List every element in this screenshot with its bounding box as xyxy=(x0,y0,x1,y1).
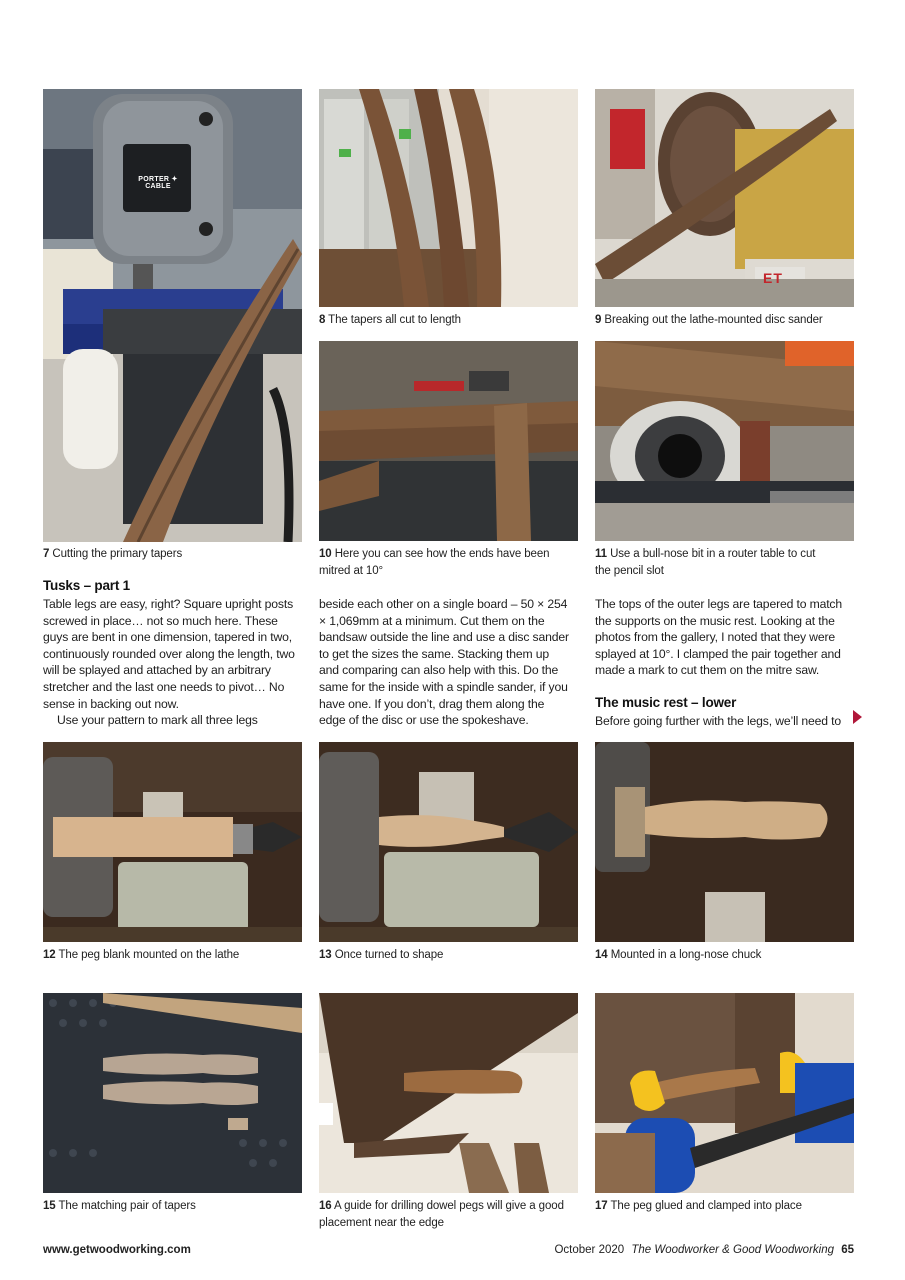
caption-number: 9 xyxy=(595,314,602,326)
column-3 xyxy=(595,596,847,679)
caption-number: 16 xyxy=(319,1200,332,1212)
caption-text: Here you can see how the ends have been mitred at 10° xyxy=(319,548,550,577)
caption-13 xyxy=(319,947,578,964)
caption-number: 17 xyxy=(595,1200,608,1212)
footer-website[interactable] xyxy=(43,1244,191,1256)
continue-arrow-icon xyxy=(853,710,862,724)
caption-number: 15 xyxy=(43,1200,56,1212)
caption-number: 12 xyxy=(43,949,56,961)
caption-text: The matching pair of tapers xyxy=(55,1200,196,1212)
photo-12-peg-blank xyxy=(43,742,302,942)
caption-17 xyxy=(595,1198,854,1215)
website-link[interactable]: www.getwoodworking.com xyxy=(43,1244,191,1256)
caption-10 xyxy=(319,546,551,580)
bandsaw-brand-label: PORTER ✦ CABLE xyxy=(138,176,178,190)
photo-11-router-table xyxy=(595,341,854,541)
caption-14 xyxy=(595,947,854,964)
caption-text: Mounted in a long-nose chuck xyxy=(607,949,762,961)
photo-9-disc-sander xyxy=(595,89,854,307)
caption-text: Breaking out the lathe-mounted disc sander xyxy=(601,314,823,326)
sander-label: ET xyxy=(763,270,783,286)
tusks-column xyxy=(43,596,301,729)
caption-11 xyxy=(595,546,827,580)
photo-16-drilling-guide xyxy=(319,993,578,1193)
photo-14-long-nose-chuck xyxy=(595,742,854,942)
caption-16 xyxy=(319,1198,569,1232)
caption-7 xyxy=(43,546,302,563)
caption-15 xyxy=(43,1198,302,1215)
page-number: 65 xyxy=(841,1244,854,1256)
photo-8-tapers xyxy=(319,89,578,307)
music-rest-heading: The music rest – lower xyxy=(595,695,737,710)
column-2 xyxy=(319,596,569,729)
photo-17-clamped-peg xyxy=(595,993,854,1193)
music-rest-paragraph: Before going further with the legs, we’ll need to xyxy=(595,714,842,728)
caption-12 xyxy=(43,947,302,964)
issue-date: October 2020 xyxy=(554,1244,625,1256)
caption-text: The peg glued and clamped into place xyxy=(607,1200,802,1212)
caption-text: Cutting the primary tapers xyxy=(49,548,183,560)
caption-text: The peg blank mounted on the lathe xyxy=(55,949,240,961)
caption-text: Once turned to shape xyxy=(331,949,444,961)
caption-8 xyxy=(319,312,578,329)
caption-text: Use a bull-nose bit in a router table to cut the pencil slot xyxy=(595,548,816,577)
caption-number: 7 xyxy=(43,548,50,560)
column-2-paragraph: beside each other on a single board – 50 × 254 × 1,069mm at a minimum. Cut them on the bandsaw outside the line and use a disc sander to get the sizes the same. Stacking them up and comparing can also help with this. Do the same for the inside with a spindle sander, if you have one. If you don’t, drag them along the edge of the disc or use the spokeshave. xyxy=(319,597,569,728)
caption-text: A guide for drilling dowel pegs will give a good placement near the edge xyxy=(319,1200,564,1229)
tusks-paragraph-1: Table legs are easy, right? Square upright posts screwed in place… not so much here. These guys are bent in one dimension, tapered in two, continuously rounded over along the length, two will be splayed and attached by an arbitrary stretcher and the last one needs to pivot… No sense in backing out now. xyxy=(43,597,295,711)
caption-text: The tapers all cut to length xyxy=(325,314,461,326)
photo-15-matching-pair xyxy=(43,993,302,1193)
caption-number: 14 xyxy=(595,949,608,961)
photo-13-turned-peg xyxy=(319,742,578,942)
tusks-heading: Tusks – part 1 xyxy=(43,578,130,593)
caption-number: 8 xyxy=(319,314,326,326)
footer-issue xyxy=(554,1244,854,1256)
caption-number: 13 xyxy=(319,949,332,961)
caption-9 xyxy=(595,312,854,329)
music-rest-text xyxy=(595,713,847,730)
photo-7-bandsaw xyxy=(43,89,302,542)
magazine-name: The Woodworker & Good Woodworking xyxy=(631,1244,834,1256)
caption-number: 11 xyxy=(595,548,607,560)
tusks-paragraph-2: Use your pattern to mark all three legs xyxy=(57,713,258,728)
column-3-paragraph: The tops of the outer legs are tapered to match the supports on the music rest. Looking at the photos from the gallery, I noted that they were splayed at 10°. I clamped the pair together and made a mark to cut them on the mitre saw. xyxy=(595,597,843,678)
caption-number: 10 xyxy=(319,548,332,560)
photo-10-mitred-ends xyxy=(319,341,578,541)
